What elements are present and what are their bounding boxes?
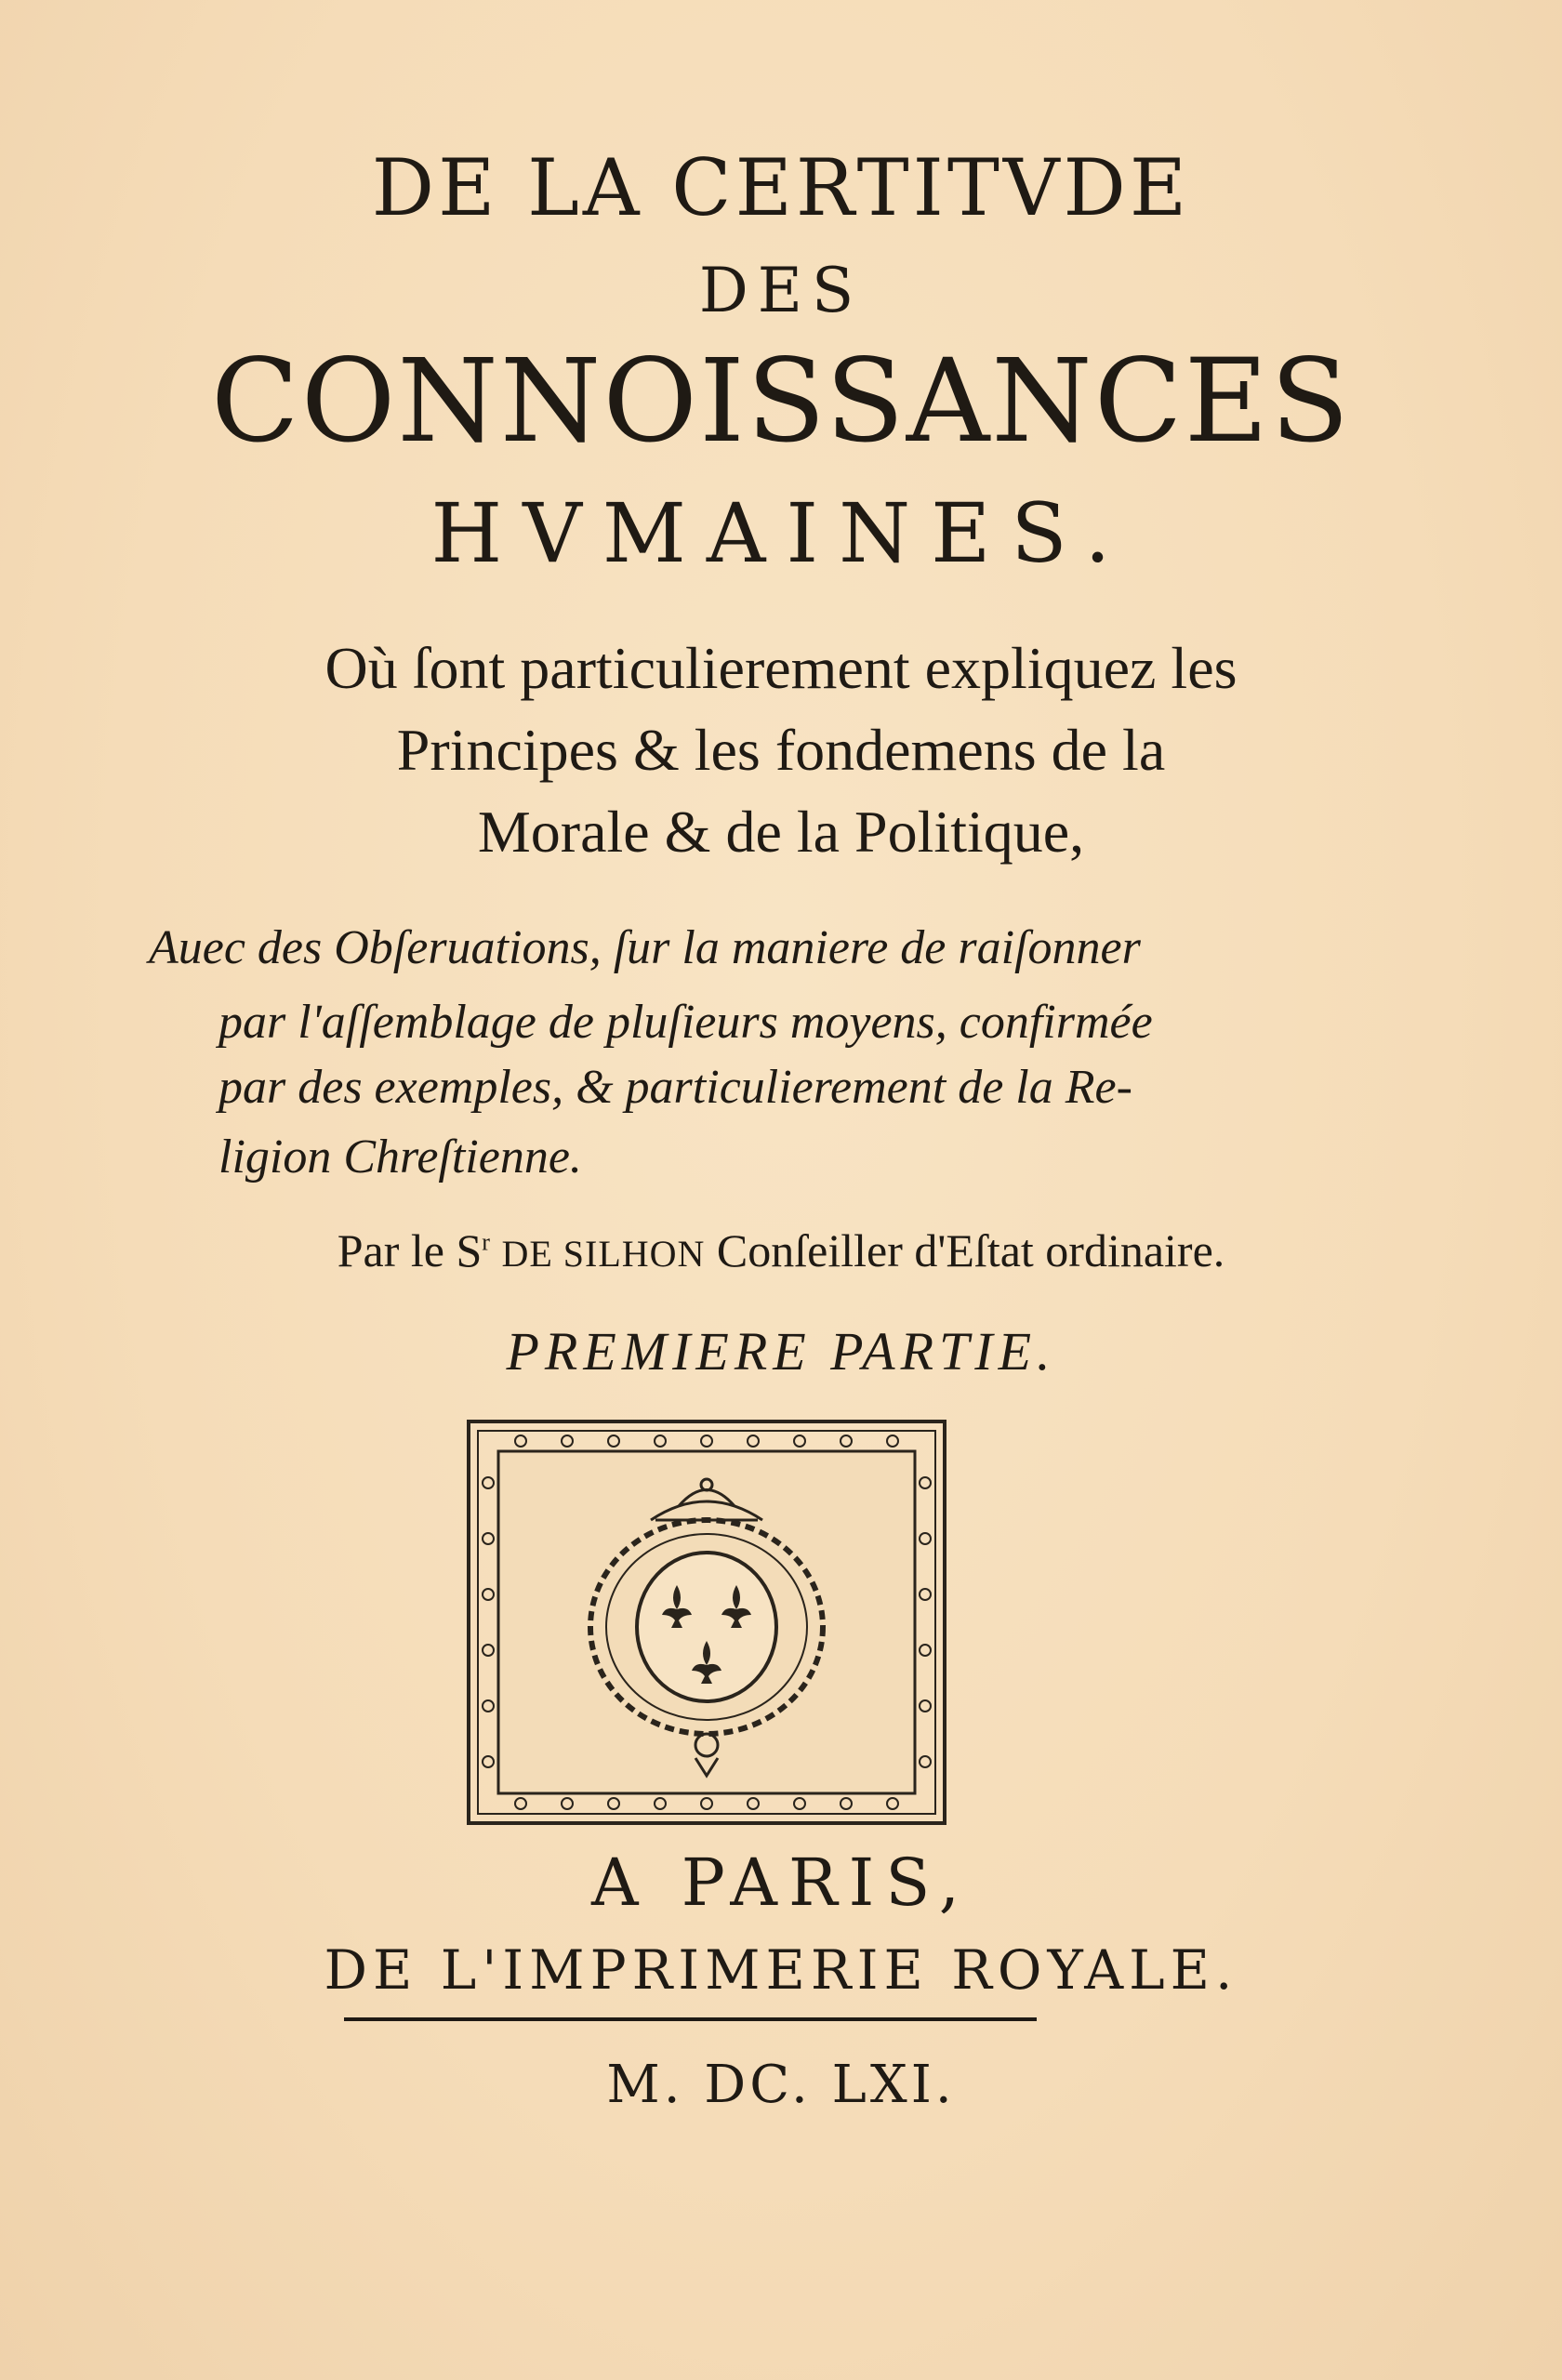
author-name: DE SILHON bbox=[501, 1233, 706, 1275]
author-prefix: Par le S bbox=[337, 1224, 483, 1276]
royal-arms-fleur-de-lis-icon bbox=[465, 1418, 948, 1827]
title-line-3: CONNOISSANCES bbox=[210, 335, 1352, 469]
part-heading: PREMIERE PARTIE. bbox=[506, 1321, 1056, 1382]
title-line-4: HVMAINES. bbox=[430, 485, 1132, 581]
description-line-2: par l'aſſemblage de pluſieurs moyens, confirmée bbox=[218, 996, 1153, 1049]
subtitle-line-1: Où ſont particulierement expliquez les bbox=[324, 635, 1238, 701]
author-title: Conſeiller d'Eſtat ordinaire. bbox=[716, 1224, 1225, 1276]
imprint-place: A PARIS, bbox=[590, 1844, 972, 1921]
description-line-3: par des exemples, & particulierement de la Re- bbox=[218, 1061, 1132, 1114]
title-line-2: DES bbox=[698, 255, 864, 326]
author-sup: r bbox=[482, 1228, 490, 1256]
description-line-1: Auec des Obſeruations, ſur la maniere de raiſonner bbox=[149, 921, 1141, 974]
subtitle-line-3: Morale & de la Politique, bbox=[477, 799, 1085, 865]
imprint-printer: DE L'IMPRIMERIE ROYALE. bbox=[324, 1938, 1238, 2002]
divider-rule bbox=[344, 2017, 1037, 2021]
author-line bbox=[0, 1224, 1562, 1276]
title-line-1: DE LA CERTITVDE bbox=[371, 142, 1191, 233]
subtitle-line-2: Principes & les fondemens de la bbox=[396, 717, 1166, 783]
description-line-4: ligion Chreſtienne. bbox=[218, 1130, 582, 1183]
imprint-date: M. DC. LXI. bbox=[606, 2055, 956, 2115]
